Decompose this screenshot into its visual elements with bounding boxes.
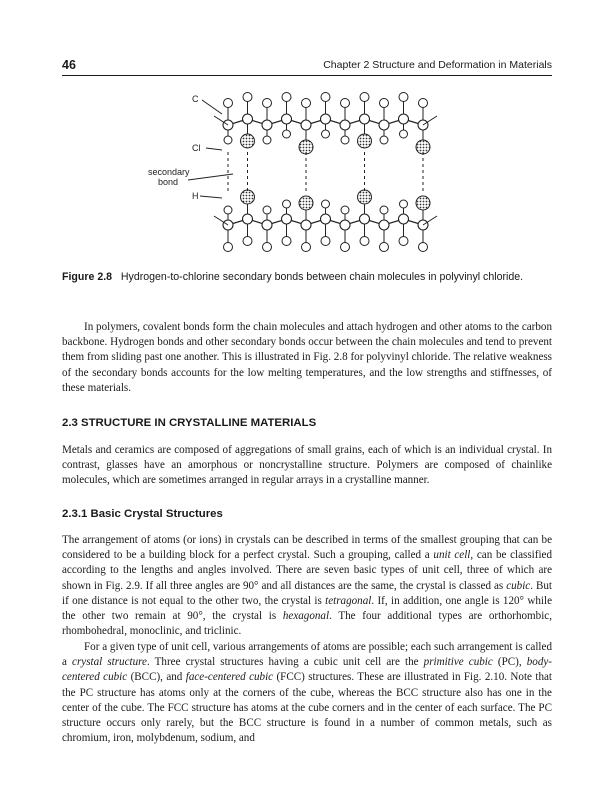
carbon-atom [360,214,370,224]
text-run: . But if one distance is not equal to the other two, the crystal is [62,579,552,607]
hydrogen-atom [302,99,311,108]
hydrogen-atom [283,130,291,138]
text-run: (PC), [492,656,527,669]
hydrogen-atom [321,93,330,102]
hydrogen-atom [322,130,330,138]
label-bond: bond [158,177,179,187]
pointer-cl [206,148,222,150]
carbon-atom [301,220,311,230]
hydrogen-atom [263,99,272,108]
term-crystal-structure: crystal structure [72,656,147,669]
carbon-atom [262,120,272,130]
chlorine-atom [241,134,255,148]
pointer-h [200,196,222,198]
subsection-heading: 2.3.1 Basic Crystal Structures [62,508,223,520]
hydrogen-atom [224,206,232,214]
term-primitive-cubic: primitive cubic [423,656,493,669]
hydrogen-atom [419,243,428,252]
chlorine-atom [358,190,372,204]
hydrogen-atom [360,93,369,102]
term-face-centered-cubic: face-centered cubic [185,671,274,684]
hydrogen-atom [399,237,408,246]
paragraph-section-intro: Metals and ceramics are composed of aggregations of small grains, each of which is an individual crystal. In contrast, glasses have an amorphous or noncrystalline structure. Polymers are composed of chainlike molecules, which are sometimes arranged in regular arrays in a crystalline manner. [62,444,552,487]
text-run: . If, in addition, one angle is 120° while the other two remain at 90°, the crystal is [62,594,552,623]
chlorine-atom [358,134,372,148]
text-run: , can be classified according to the lengths and angles involved. There are seven basic types of unit cell, three of which are shown in Fig. 2.9. If all three angles are 90° and all distances are the same, the crystal is classed as [62,549,552,592]
hydrogen-atom [282,237,291,246]
carbon-atom [360,114,370,124]
carbon-atom [262,220,272,230]
term-unit-cell: unit cell [433,549,471,562]
pointer-secondary-bond [188,174,233,180]
carbon-atom [399,114,409,124]
figure-caption [62,270,552,284]
carbon-atom [301,120,311,130]
figure-pvc-chains [140,80,450,266]
hydrogen-atom [380,136,388,144]
caption-label: Figure 2.8 [62,271,113,283]
carbon-atom [282,214,292,224]
hydrogen-atom [399,93,408,102]
hydrogen-atom [263,243,272,252]
hydrogen-atom [283,200,291,208]
hydrogen-atom [400,200,408,208]
hydrogen-atom [243,93,252,102]
hydrogen-atom [282,93,291,102]
chlorine-atom [416,140,430,154]
hydrogen-atom [263,136,271,144]
chlorine-atom [241,190,255,204]
pvc-diagram [140,80,450,266]
pointer-c [202,100,222,114]
label-cl: Cl [192,143,201,153]
label-c: C [192,94,199,104]
paragraph-crystal-structures [62,640,552,746]
text-run: The arrangement of atoms (or ions) in crystals can be described in terms of the smallest grouping that can be considered to be a building block for a perfect crystal. Such a grouping, called a [62,534,552,562]
paragraph-unit-cell [62,533,552,639]
term-hexagonal: hexagonal [282,610,330,623]
hydrogen-atom [360,237,369,246]
text-run: (BCC), and [127,671,186,684]
chlorine-atom [299,140,313,154]
hydrogen-atom [419,99,428,108]
term-tetragonal: tetragonal [325,594,372,607]
page-number: 46 [62,58,76,72]
hydrogen-atom [380,206,388,214]
hydrogen-atom [302,243,311,252]
carbon-atom [243,214,253,224]
text-run: (FCC) structures. These are illustrated in Fig. 2.10. Note that the PC structure has atoms only at the corners of the cube, whereas the BCC structure also has one in the center of the cube. The FCC structure has atoms at the cube corners and in the center of each surface. The PC structure occurs only rarely, but the BCC structure is found in a number of common metals, such as chromium, iron, molybdenum, sodium, and [62,671,552,745]
carbon-atom [321,114,331,124]
hydrogen-atom [341,206,349,214]
hydrogen-atom [400,130,408,138]
chlorine-atom [299,196,313,210]
carbon-atom [243,114,253,124]
running-header [62,58,552,74]
carbon-atom [340,220,350,230]
running-title: Chapter 2 Structure and Deformation in Materials [323,59,552,71]
hydrogen-atom [321,237,330,246]
carbon-atom [340,120,350,130]
carbon-atom [321,214,331,224]
hydrogen-atom [224,136,232,144]
header-rule [62,75,552,76]
caption-text: Hydrogen-to-chlorine secondary bonds between chain molecules in polyvinyl chloride. [120,271,524,283]
term-body-centered-cubic: body-centered cubic [62,656,552,684]
hydrogen-atom [263,206,271,214]
term-cubic: cubic [506,579,531,592]
chlorine-atom [416,196,430,210]
text-run: . Three crystal structures having a cubic unit cell are the [146,656,424,669]
carbon-atom [282,114,292,124]
hydrogen-atom [380,99,389,108]
hydrogen-atom [341,243,350,252]
hydrogen-atom [224,99,233,108]
hydrogen-atom [341,99,350,108]
hydrogen-atom [380,243,389,252]
section-heading: 2.3 STRUCTURE IN CRYSTALLINE MATERIALS [62,417,317,429]
label-h: H [192,191,199,201]
hydrogen-atom [224,243,233,252]
carbon-atom [399,214,409,224]
carbon-atom [379,220,389,230]
carbon-atom [379,120,389,130]
hydrogen-atom [243,237,252,246]
text-run: For a given type of unit cell, various arrangements of atoms are possible; each such arrangement is called a [62,641,552,669]
hydrogen-atom [341,136,349,144]
label-secondary: secondary [148,167,190,177]
text-run: . The four additional types are orthorhombic, rhombohedral, monoclinic, and triclinic. [62,610,552,638]
paragraph-polymers: In polymers, covalent bonds form the chain molecules and attach hydrogen and other atoms to the carbon backbone. Hydrogen bonds and other secondary bonds occur between the chain molecules and tend to prevent them from sliding past one another. This is illustrated in Fig. 2.8 for polyvinyl chloride. The relative weakness of the secondary bonds accounts for the low melting temperatures, and the low strengths and stiffnesses, of these materials. [62,321,552,394]
hydrogen-atom [322,200,330,208]
